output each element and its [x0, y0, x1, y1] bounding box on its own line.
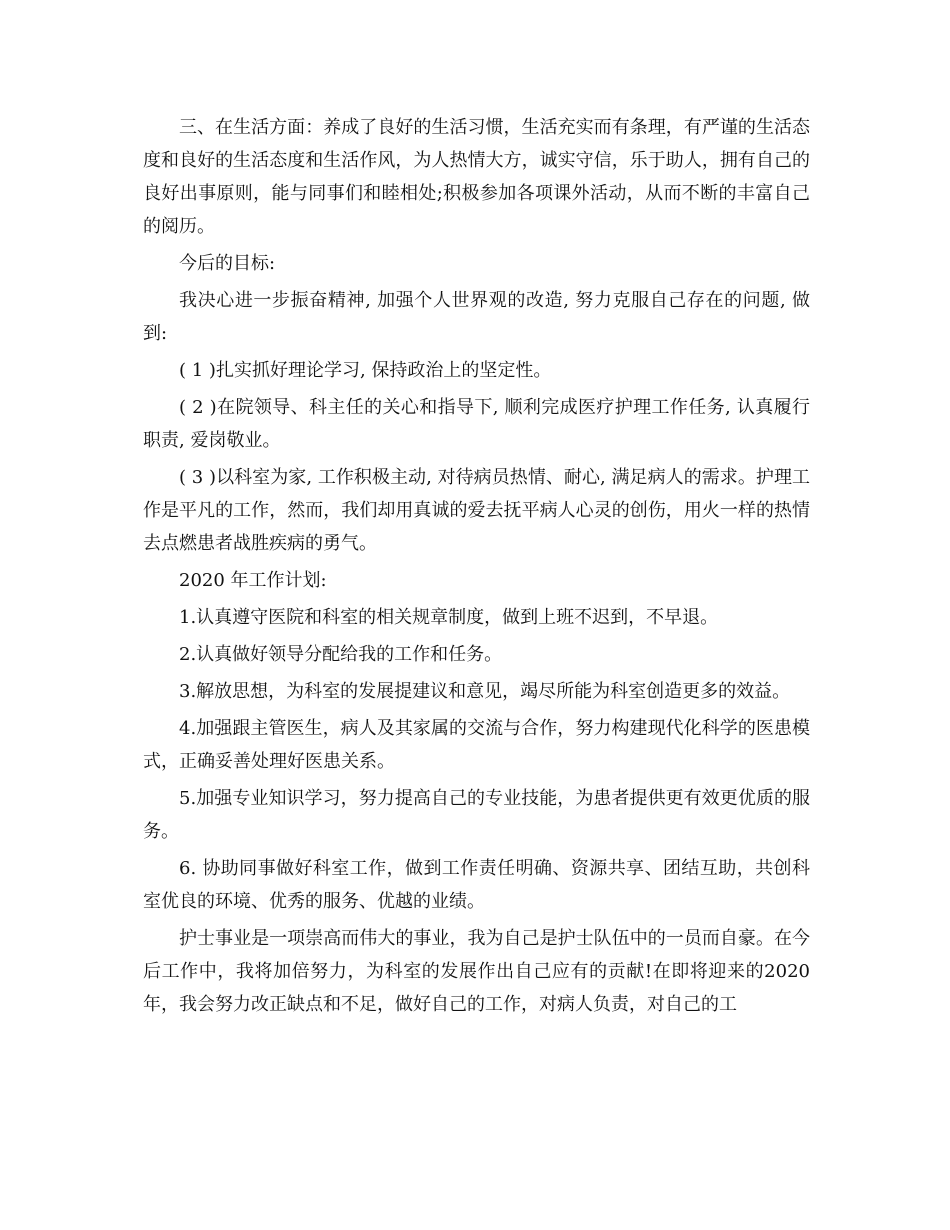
goal-item-1: ( 1 )扎实抓好理论学习, 保持政治上的坚定性。	[179, 360, 552, 381]
goal-item-3: ( 3 )以科室为家, 工作积极主动, 对待病员热情、耐心, 满足病人的需求。护理工作是平凡的工作，然而，我们却用真诚的爱去抚平病人心灵的创伤，用火一样的热情去点燃患者战胜疾病的勇气。	[143, 467, 810, 554]
plan-item-4: 4.加强跟主管医生，病人及其家属的交流与合作，努力构建现代化科学的医患模式，正确妥善处理好医患关系。	[143, 718, 810, 772]
plan-item-2: 2.认真做好领导分配给我的工作和任务。	[179, 644, 503, 665]
heading-future-goals: 今后的目标:	[179, 253, 276, 274]
goal-item-2: ( 2 )在院领导、科主任的关心和指导下, 顺利完成医疗护理工作任务, 认真履行职责, 爱岗敬业。	[143, 397, 810, 451]
plan-item-6: 6. 协助同事做好科室工作，做到工作责任明确、资源共享、团结互助，共创科室优良的环境、优秀的服务、优越的业绩。	[143, 858, 810, 912]
plan-item-5: 5.加强专业知识学习，努力提高自己的专业技能，为患者提供更有效更优质的服务。	[143, 788, 810, 842]
paragraph-closing: 护士事业是一项崇高而伟大的事业，我为自己是护士队伍中的一员而自豪。在今后工作中，我将加倍努力，为科室的发展作出自己应有的贡献!在即将迎来的2020 年，我会努力改正缺点和不足，做好自己的工作，对病人负责，对自己的工	[143, 928, 810, 1015]
plan-item-3: 3.解放思想，为科室的发展提建议和意见，竭尽所能为科室创造更多的效益。	[179, 681, 791, 702]
paragraph-determination: 我决心进一步振奋精神, 加强个人世界观的改造, 努力克服自己存在的问题, 做到:	[143, 290, 810, 344]
paragraph-life-aspect: 三、在生活方面：养成了良好的生活习惯，生活充实而有条理，有严谨的生活态度和良好的生活态度和生活作风，为人热情大方，诚实守信，乐于助人，拥有自己的良好出事原则，能与同事们和睦相处;积极参加各项课外活动，从而不断的丰富自己的阅历。	[143, 117, 810, 237]
plan-item-1: 1.认真遵守医院和科室的相关规章制度，做到上班不迟到，不早退。	[179, 607, 719, 628]
heading-work-plan: 2020 年工作计划:	[179, 570, 327, 591]
